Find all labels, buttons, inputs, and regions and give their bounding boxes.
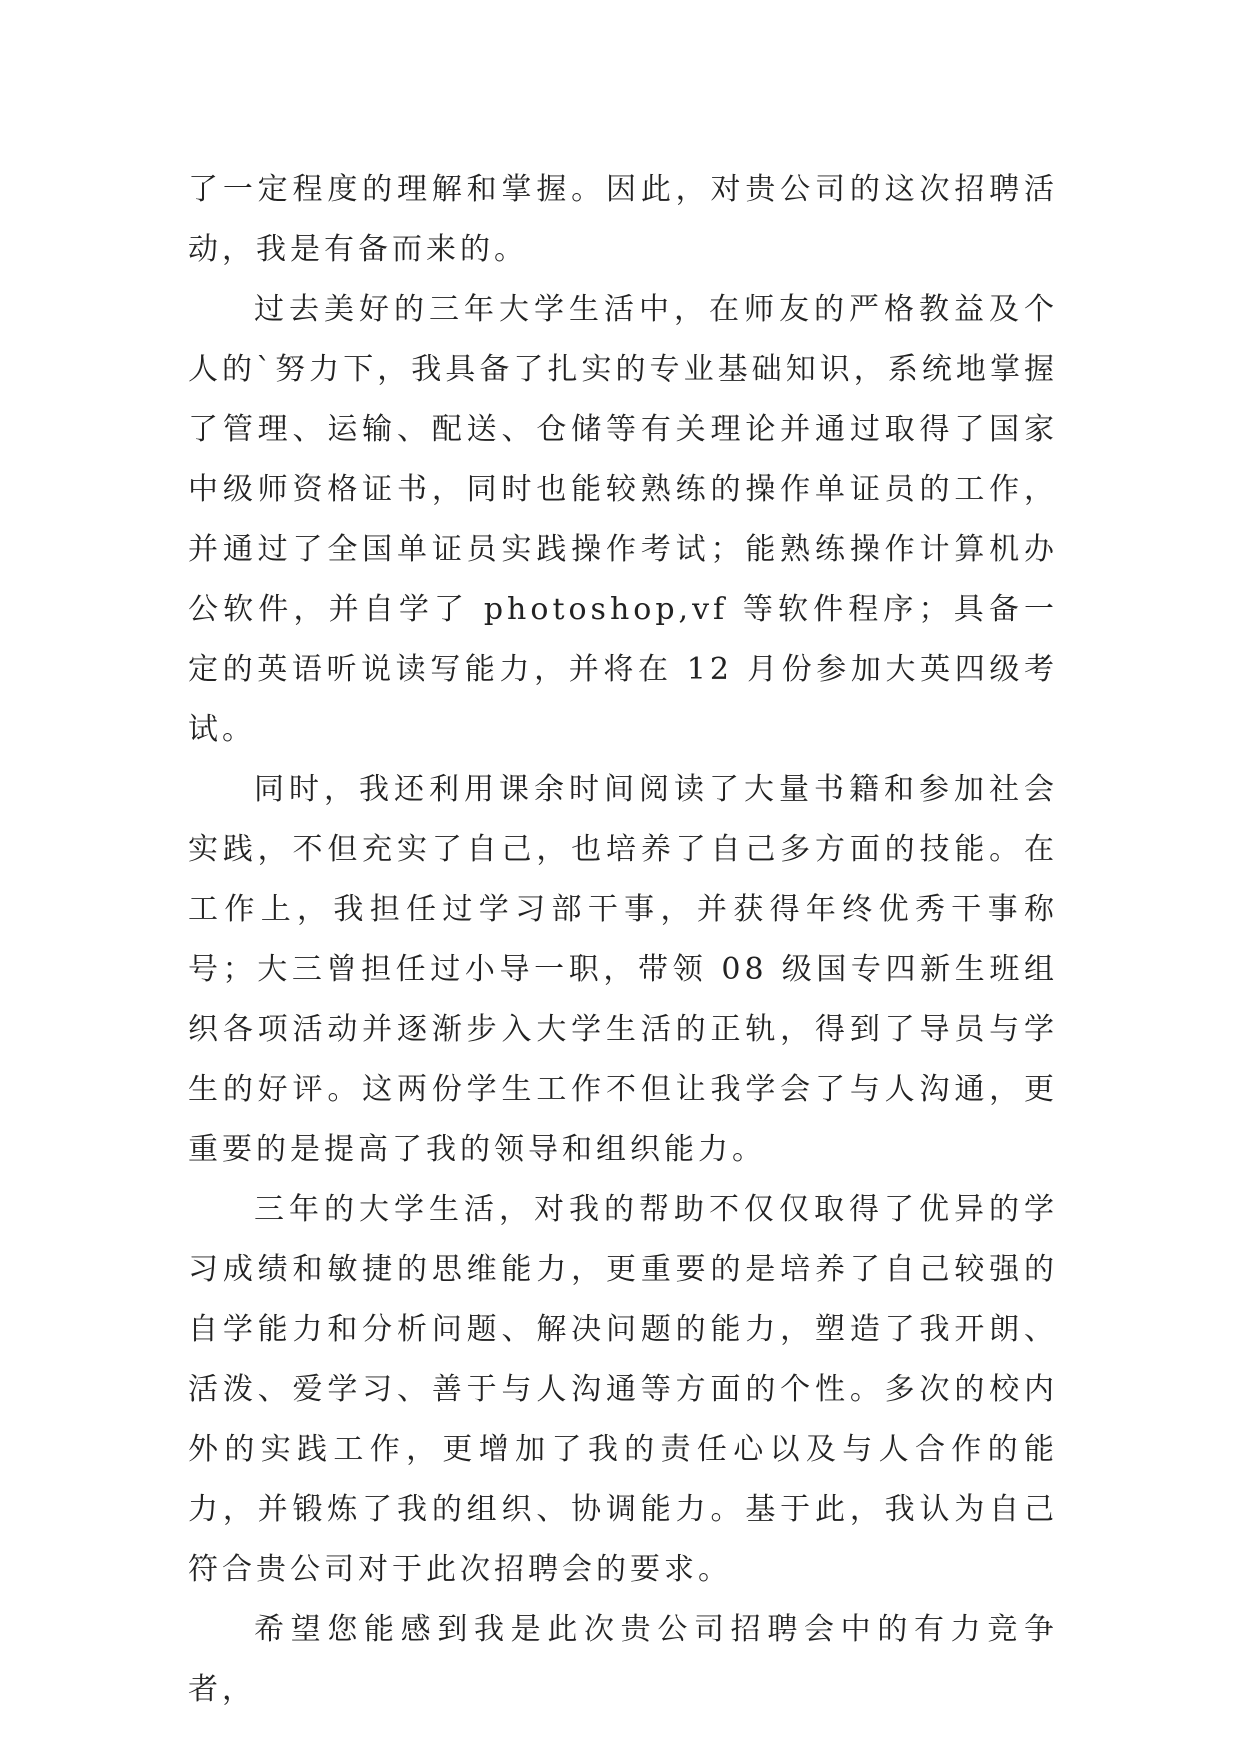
- paragraph-university-studies: 过去美好的三年大学生活中，在师友的严格教益及个人的`努力下，我具备了扎实的专业基础知识，系统地掌握了管理、运输、配送、仓储等有关理论并通过取得了国家中级师资格证书，同时也能较熟练的操作单证员的工作，并通过了全国单证员实践操作考试；能熟练操作计算机办公软件，并自学了 photoshop,vf 等软件程序；具备一定的英语听说读写能力，并将在 12 月份参加大英四级考试。: [188, 292, 1058, 747]
- letter-body: [188, 160, 1058, 1720]
- paragraph-continuation: 了一定程度的理解和掌握。因此，对贵公司的这次招聘活动，我是有备而来的。: [188, 172, 1058, 267]
- paragraph-personal-growth: 三年的大学生活，对我的帮助不仅仅取得了优异的学习成绩和敏捷的思维能力，更重要的是培养了自己较强的自学能力和分析问题、解决问题的能力，塑造了我开朗、活泼、爱学习、善于与人沟通等方面的个性。多次的校内外的实践工作，更增加了我的责任心以及与人合作的能力，并锻炼了我的组织、协调能力。基于此，我认为自己符合贵公司对于此次招聘会的要求。: [188, 1192, 1058, 1587]
- paragraph-extracurricular: 同时，我还利用课余时间阅读了大量书籍和参加社会实践，不但充实了自己，也培养了自己多方面的技能。在工作上，我担任过学习部干事，并获得年终优秀干事称号；大三曾担任过小导一职，带领 08 级国专四新生班组织各项活动并逐渐步入大学生活的正轨，得到了导员与学生的好评。这两份学生工作不但让我学会了与人沟通，更重要的是提高了我的领导和组织能力。: [188, 772, 1058, 1167]
- paragraph-closing-hope: 希望您能感到我是此次贵公司招聘会中的有力竞争者，: [188, 1612, 1058, 1707]
